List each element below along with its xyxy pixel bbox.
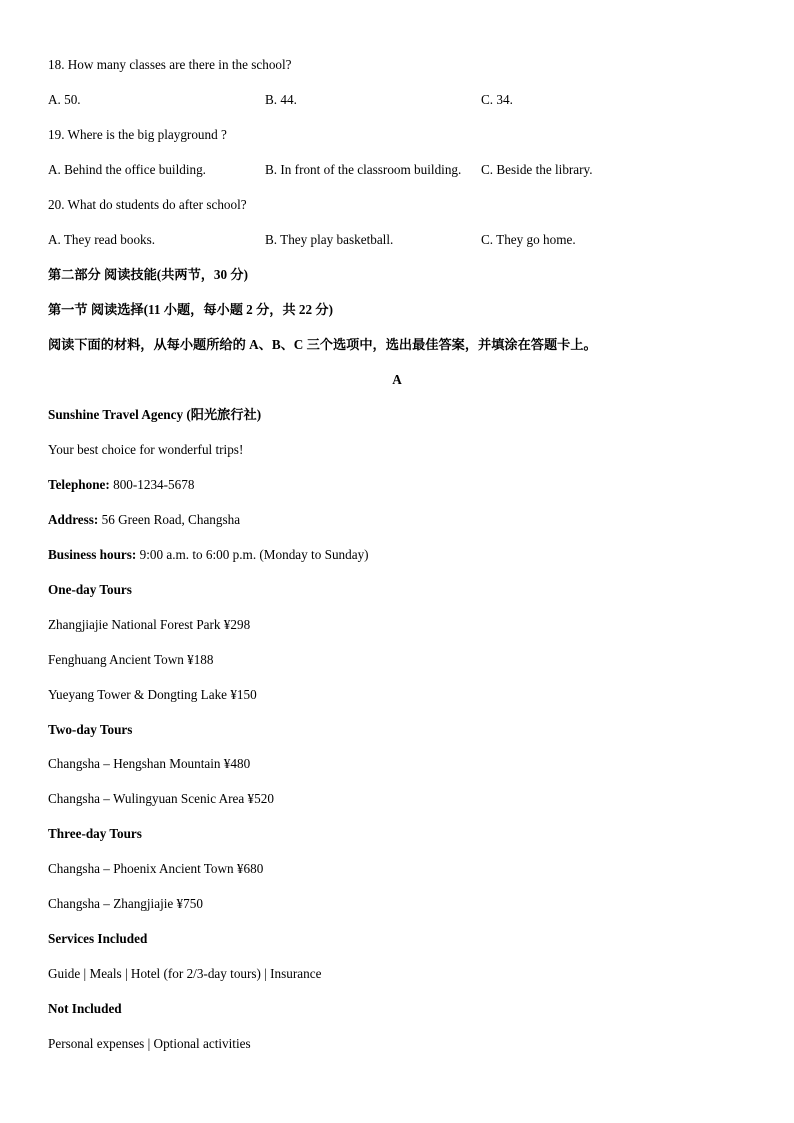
agency-slogan: Your best choice for wonderful trips! (48, 442, 244, 457)
q20-option-b: B. They play basketball. (265, 232, 394, 247)
section1-heading: 第一节 阅读选择(11 小题，每小题 2 分，共 22 分) (48, 302, 333, 317)
question-20: 20. What do students do after school? (48, 197, 247, 212)
q18-option-c: C. 34. (481, 92, 513, 107)
passage-label: A (392, 372, 402, 387)
address-label: Address: (48, 512, 99, 527)
two-day-tour: Changsha – Wulingyuan Scenic Area ¥520 (48, 791, 274, 806)
question-19: 19. Where is the big playground ? (48, 127, 227, 142)
three-day-heading: Three-day Tours (48, 826, 142, 841)
telephone-value: 800-1234-5678 (109, 477, 195, 492)
telephone-line (48, 476, 194, 494)
services-list: Guide | Meals | Hotel (for 2/3-day tours) | Insurance (48, 966, 322, 981)
hours-line (48, 546, 369, 564)
q19-option-a: A. Behind the office building. (48, 162, 206, 177)
q20-option-a: A. They read books. (48, 232, 156, 247)
question-18: 18. How many classes are there in the school? (48, 57, 292, 72)
hours-value: 9:00 a.m. to 6:00 p.m. (Monday to Sunday) (136, 547, 369, 562)
one-day-heading: One-day Tours (48, 582, 132, 597)
two-day-heading: Two-day Tours (48, 722, 133, 737)
three-day-tour: Changsha – Zhangjiajie ¥750 (48, 896, 203, 911)
one-day-tour: Yueyang Tower & Dongting Lake ¥150 (48, 687, 257, 702)
telephone-label: Telephone: (48, 477, 110, 492)
agency-name: Sunshine Travel Agency (阳光旅行社) (48, 407, 262, 422)
hours-label: Business hours: (48, 547, 137, 562)
three-day-tour: Changsha – Phoenix Ancient Town ¥680 (48, 861, 264, 876)
address-value: 56 Green Road, Changsha (98, 512, 241, 527)
one-day-tour: Fenghuang Ancient Town ¥188 (48, 652, 214, 667)
q20-option-c: C. They go home. (481, 232, 576, 247)
not-included-list: Personal expenses | Optional activities (48, 1036, 251, 1051)
q19-option-c: C. Beside the library. (481, 162, 593, 177)
part2-heading: 第二部分 阅读技能(共两节，30 分) (48, 267, 249, 282)
q18-option-a: A. 50. (48, 92, 81, 107)
two-day-tour: Changsha – Hengshan Mountain ¥480 (48, 756, 251, 771)
address-line (48, 511, 240, 529)
one-day-tour: Zhangjiajie National Forest Park ¥298 (48, 617, 251, 632)
not-included-heading: Not Included (48, 1001, 122, 1016)
q19-option-b: B. In front of the classroom building. (265, 162, 462, 177)
q18-option-b: B. 44. (265, 92, 297, 107)
services-heading: Services Included (48, 931, 148, 946)
instructions: 阅读下面的材料，从每小题所给的 A、B、C 三个选项中，选出最佳答案，并填涂在答题卡上。 (48, 337, 597, 352)
